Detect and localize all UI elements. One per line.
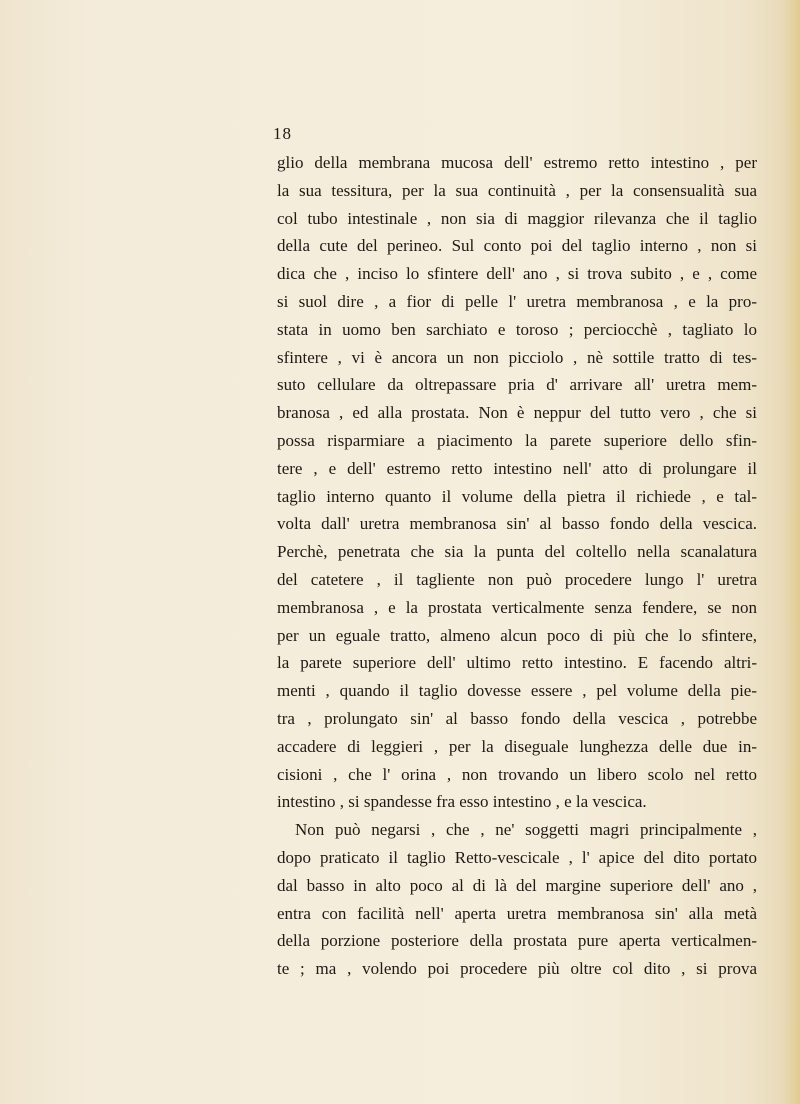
text-line: glio della membrana mucosa dell' estremo retto intestino , per [277, 153, 757, 172]
text-line: dica che , inciso lo sfintere dell' ano , si trova subito , e , come [277, 264, 757, 284]
text-line: branosa , ed alla prostata. Non è neppur del tutto vero , che si [277, 403, 757, 423]
page-number: 18 [273, 124, 292, 143]
text-line: membranosa , e la prostata verticalmente senza fendere, se non [277, 597, 757, 617]
text-line: accadere di leggieri , per la diseguale lunghezza delle due in- [277, 736, 757, 756]
page-edge-shading [782, 0, 800, 1104]
text-line: cisioni , che l' orina , non trovando un libero scolo nel retto [277, 764, 757, 784]
text-line: intestino , si spandesse fra esso intestino , e la vescica. [277, 792, 647, 812]
text-line: taglio interno quanto il volume della pietra il richiede , e tal- [277, 486, 757, 506]
text-line: dal basso in alto poco al di là del margine superiore dell' ano , [277, 875, 757, 895]
text-line: entra con facilità nell' aperta uretra membranosa sin' alla metà [277, 903, 757, 923]
text-line: la sua tessitura, per la sua continuità , per la consensualità sua [277, 180, 757, 200]
text-line: te ; ma , volendo poi procedere più oltre col dito , si prova [277, 959, 757, 979]
text-line: della cute del perineo. Sul conto poi del taglio interno , non si [277, 236, 757, 256]
text-line: tere , e dell' estremo retto intestino nell' atto di prolungare il [277, 458, 757, 478]
text-line: stata in uomo ben sarchiato e toroso ; perciocchè , tagliato lo [277, 319, 757, 339]
text-line: per un eguale tratto, almeno alcun poco di più che lo sfintere, [277, 625, 757, 645]
text-line: Perchè, penetrata che sia la punta del coltello nella scanalatura [277, 542, 757, 562]
text-line: sfintere , vi è ancora un non picciolo , nè sottile tratto di tes- [277, 347, 757, 367]
text-line: la parete superiore dell' ultimo retto intestino. E facendo altri- [277, 653, 757, 673]
text-line: col tubo intestinale , non sia di maggior rilevanza che il taglio [277, 208, 757, 228]
text-line: della porzione posteriore della prostata pure aperta verticalmen- [277, 931, 757, 951]
text-line: Non può negarsi , che , ne' soggetti magri principalmente , [295, 820, 757, 840]
text-line: tra , prolungato sin' al basso fondo della vescica , potrebbe [277, 708, 757, 728]
text-line: si suol dire , a fior di pelle l' uretra membranosa , e la pro- [277, 291, 757, 311]
text-line: dopo praticato il taglio Retto-vescicale , l' apice del dito portato [277, 847, 757, 867]
body-text [277, 149, 757, 983]
text-line: possa risparmiare a piacimento la parete superiore dello sfin- [277, 430, 757, 450]
text-line: menti , quando il taglio dovesse essere , pel volume della pie- [277, 681, 757, 701]
text-line: volta dall' uretra membranosa sin' al basso fondo della vescica. [277, 514, 757, 534]
text-line: suto cellulare da oltrepassare pria d' arrivare all' uretra mem- [277, 375, 757, 395]
text-line: del catetere , il tagliente non può procedere lungo l' uretra [277, 569, 757, 589]
